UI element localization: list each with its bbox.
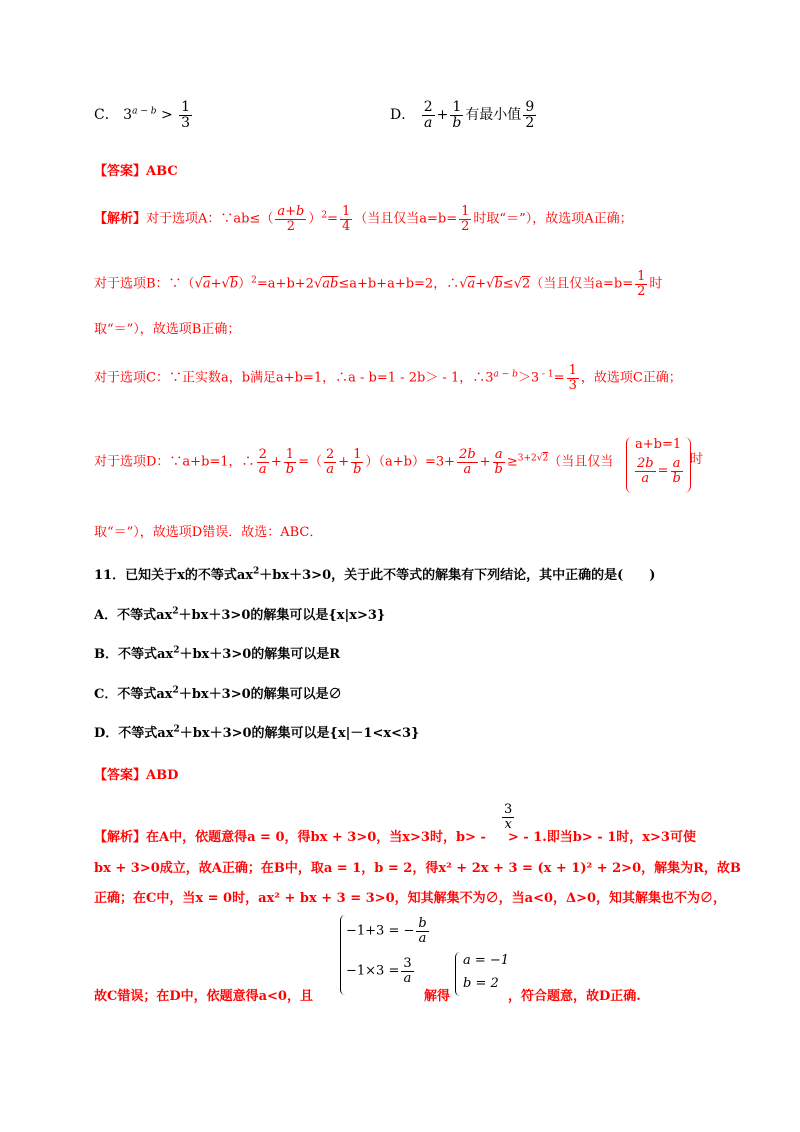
analysis-b-line2: 取“＝”），故选项B正确；	[94, 322, 241, 337]
analysis-d-sys2-f1: $\frac{2b}{a}$	[637, 456, 654, 486]
option-c-label: C．	[94, 107, 119, 124]
analysis-a-line	[94, 205, 633, 233]
analysis-b-plus2: +	[475, 276, 487, 292]
analysis-a-frac: $\frac{a+b}{2}$	[277, 204, 305, 234]
q10-answer	[94, 160, 178, 179]
q11-option-b-post: ＋bx＋3>0的解集可以是R	[179, 647, 341, 662]
analysis-d-tail: 3+2√2	[517, 453, 549, 464]
analysis-c-mid: ＞3	[517, 370, 540, 386]
analysis-d-f1: $\frac{2}{a}$	[258, 447, 267, 477]
analysis-c-sup1: a − b	[493, 369, 518, 380]
q11-analysis-line4-pre: 故C错误；在D中，依题意得a<0，且	[94, 989, 313, 1004]
analysis-b-close: ）	[238, 276, 252, 292]
analysis-a-pre: 对于选项A：∵ab≤（	[146, 211, 274, 227]
analysis-a-eq: =	[327, 211, 338, 227]
q11-analysis-1a: 在A中，依题意得a = 0，得bx + 3>0，当x>3时，b> -	[146, 830, 486, 845]
option-c-gt: >	[160, 107, 173, 124]
q11-stem-1: 已知关于x的不等式ax	[125, 568, 254, 583]
analysis-c-line	[94, 364, 682, 392]
analysis-b-le: ≤	[502, 276, 514, 292]
q11-result-b: b = 2	[463, 976, 499, 991]
analysis-b-sup: 2	[251, 275, 257, 286]
q11-number: 11．	[94, 568, 126, 583]
q11-option-d	[94, 722, 419, 741]
q11-option-c-label: C．	[94, 687, 118, 702]
analysis-c-eq: =	[553, 370, 565, 386]
q11-option-a-post: ＋bx＋3>0的解集可以是{x|x>3}	[178, 608, 386, 623]
root-2: 2	[522, 276, 531, 292]
analysis-b-eq1: =a+b+2	[256, 276, 314, 292]
q11-analysis-line4-mid: 解得	[424, 989, 451, 1004]
q11-option-b	[94, 643, 340, 662]
q11-stem-2: ＋bx＋3>0，关于此不等式的解集有下列结论，其中正确的是( )	[259, 568, 656, 583]
analysis-d-f4: $\frac{1}{b}$	[353, 447, 362, 477]
q11-option-c-pre: 不等式ax	[117, 687, 173, 702]
analysis-d-f5: $\frac{2b}{a}$	[459, 447, 476, 477]
root-a2: a	[467, 276, 476, 292]
q11-result-a: a = −1	[463, 953, 510, 968]
analysis-a-half: $\frac{1}{2}$	[461, 204, 470, 234]
q11-option-a-sup: 2	[172, 606, 179, 617]
option-d-line	[390, 100, 538, 130]
analysis-d-plus4: +	[479, 454, 491, 470]
analysis-d-sys2	[633, 457, 685, 485]
q11-answer-value: ABD	[146, 768, 179, 783]
analysis-b-plus: +	[210, 276, 222, 292]
q11-analysis-line4-post: ，符合题意，故D正确.	[508, 989, 641, 1004]
q11-option-a	[94, 604, 385, 623]
q11-system-eq1: −1+3 = − $\frac{b}{a}$	[346, 916, 427, 946]
q11-answer-tag: 【答案】	[94, 768, 147, 783]
option-d-label: D．	[390, 107, 416, 124]
q11-stem-sup: 2	[253, 566, 260, 577]
analysis-b-post: 时	[649, 276, 663, 292]
q11-option-a-label: A．	[94, 608, 118, 623]
q11-analysis-line1	[94, 826, 696, 845]
analysis-a-cond: （当且仅当a=b=	[354, 211, 458, 227]
q11-option-d-sup: 2	[173, 724, 180, 735]
q11-option-c-post: ＋bx＋3>0的解集可以是∅	[178, 687, 342, 702]
q11-analysis-tag: 【解析】	[94, 830, 147, 845]
root-ab: ab	[322, 276, 339, 292]
analysis-c-frac: $\frac{1}{3}$	[568, 363, 577, 393]
q11-answer	[94, 764, 178, 783]
option-c-frac: $\frac{1}{3}$	[181, 99, 191, 131]
analysis-a-sup: 2	[321, 210, 328, 221]
analysis-b-cond: （当且仅当a=b=	[530, 276, 634, 292]
analysis-d-plus3: +	[444, 454, 456, 470]
q11-option-d-pre: 不等式ax	[118, 726, 174, 741]
analysis-b-pre: 对于选项B：∵（	[94, 276, 195, 292]
q11-option-d-label: D．	[94, 726, 119, 741]
analysis-d-cond: （当且仅当	[548, 454, 614, 470]
option-d-frac2: $\frac{1}{b}$	[452, 99, 462, 131]
q11-system-eq2: −1×3 = $\frac{3}{a}$	[346, 956, 412, 986]
option-d-frac3: $\frac{9}{2}$	[525, 99, 535, 131]
q11-option-a-pre: 不等式ax	[117, 608, 173, 623]
analysis-a-result: $\frac{1}{4}$	[342, 204, 351, 234]
analysis-b-half: $\frac{1}{2}$	[637, 269, 646, 299]
analysis-b-line: 对于选项B：$\because(√a+√b)^2=a+b+2√ab\le a+b+a+b=2$，∴√a+√b≤√2（当且仅当a=b= $\frac{1}{2}$ 时	[94, 269, 663, 299]
q11-stem	[94, 564, 655, 583]
analysis-d-system-brace	[626, 437, 633, 493]
q11-option-c-sup: 2	[172, 685, 179, 696]
option-d-plus: +	[436, 107, 449, 124]
option-d-text: 有最小值	[465, 107, 522, 124]
analysis-b-rest: ≤a+b+a+b=2，∴	[338, 276, 460, 292]
q11-option-b-label: B．	[94, 647, 118, 662]
analysis-c-post: ，故选项C正确；	[580, 370, 682, 386]
analysis-d-sys2-eq: =	[657, 463, 669, 479]
analysis-final: 取“＝”），故选项D错误．故选：ABC．	[94, 525, 323, 540]
analysis-d-line	[94, 448, 613, 476]
analysis-d-plus: +	[270, 454, 282, 470]
analysis-d-f3: $\frac{2}{a}$	[325, 447, 335, 477]
root-b2: b	[494, 276, 503, 292]
q11-option-d-post: ＋bx＋3>0的解集可以是{x|－1<x<3}	[179, 726, 420, 741]
answer-value: ABC	[146, 164, 178, 179]
q11-analysis-1b: > - 1.即当b> - 1时，x>3可使	[507, 830, 696, 845]
option-c-line	[94, 100, 194, 130]
analysis-tag: 【解析】	[94, 211, 147, 227]
analysis-d-eq: =（	[298, 454, 322, 470]
option-c-exp: a − b	[132, 106, 157, 117]
analysis-d-f6: $\frac{a}{b}$	[494, 447, 503, 477]
analysis-c-sup2: - 1	[539, 369, 554, 380]
analysis-d-plus2: +	[338, 454, 350, 470]
analysis-d-f2: $\frac{1}{b}$	[285, 447, 295, 477]
analysis-d-post: 时	[690, 452, 704, 467]
q11-analysis-line2: bx + 3>0成立，故A正确；在B中，取a = 1，b = 2，得x² + 2x + 3 = (x + 1)² + 2>0，解集为R，故B	[94, 861, 741, 876]
analysis-d-sys1: a+b=1	[635, 437, 682, 452]
q11-option-b-pre: 不等式ax	[118, 647, 174, 662]
analysis-c-pre: 对于选项C：∵正实数a，b满足a+b=1，∴a - b=1 - 2b＞ - 1，∴3	[94, 370, 494, 386]
analysis-d-mid: ）（a+b）=3	[365, 454, 445, 470]
q11-option-c	[94, 683, 342, 702]
q11-analysis-line3: 正确；在C中，当x = 0时，ax² + bx + 3 = 3>0，知其解集不为∅，当a<0，Δ>0，知其解集也不为∅，	[94, 891, 727, 906]
answer-tag: 【答案】	[94, 164, 147, 179]
option-d-frac1: $\frac{2}{a}$	[423, 99, 433, 131]
analysis-d-ge: ≥	[506, 454, 518, 470]
q11-result-brace	[455, 952, 461, 996]
q11-frac-3-over-x: $\frac{3}{x}$	[504, 802, 513, 832]
q11-option-b-sup: 2	[173, 645, 180, 656]
analysis-d-pre: 对于选项D：∵a+b=1，∴	[94, 454, 255, 470]
analysis-a-post: 时取“＝”），故选项A正确；	[473, 211, 633, 227]
option-c-base: 3	[123, 107, 133, 124]
root-b: b	[229, 276, 239, 292]
analysis-d-sys2-f2: $\frac{a}{b}$	[672, 456, 681, 486]
root-a: a	[202, 276, 211, 292]
analysis-a-mid: ）	[308, 211, 322, 227]
